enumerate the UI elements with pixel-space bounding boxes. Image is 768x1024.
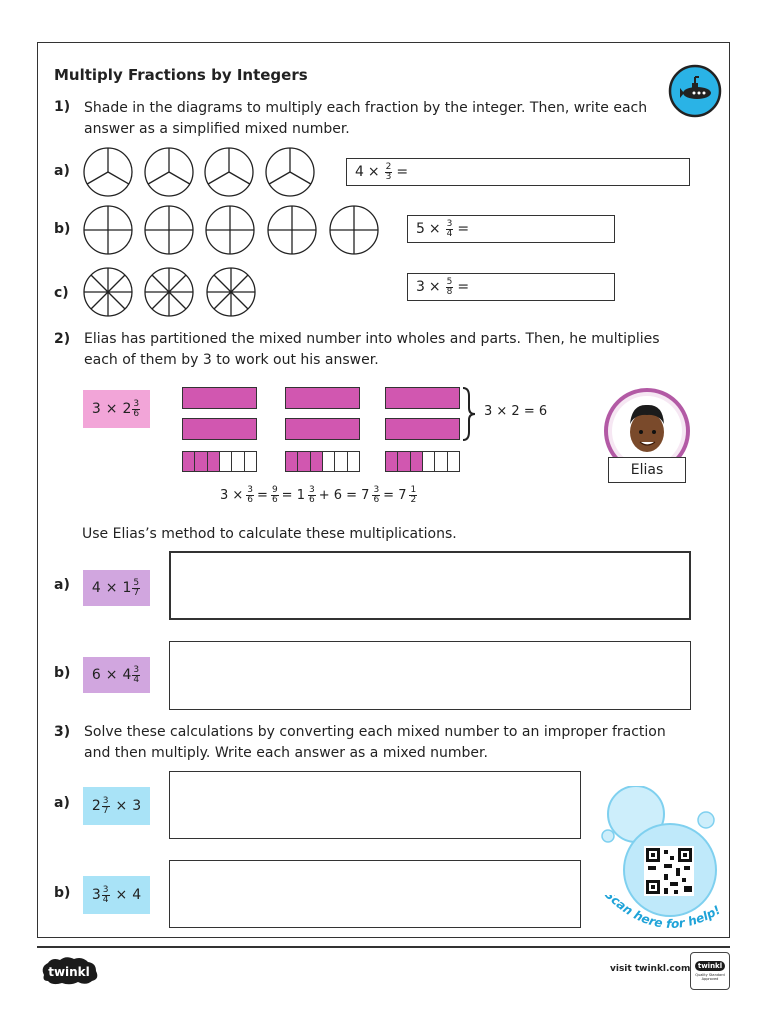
twinkl-logo xyxy=(38,955,100,991)
q3b-label: b) xyxy=(54,885,71,901)
question-3-number: 3) xyxy=(54,724,71,740)
wholes-equation: 3 × 2 = 6 xyxy=(484,404,548,419)
q1a-integer: 4 xyxy=(355,164,364,180)
q2-example-tag: 3 × 2 $\frac{3}{6}$ xyxy=(83,390,150,428)
q1a-label: a) xyxy=(54,163,70,179)
part-bar xyxy=(285,451,360,472)
svg-text:twinkl: twinkl xyxy=(48,965,90,979)
q1c-fraction: $\frac{5}{8}$ xyxy=(446,276,453,297)
q3b-tag: 3 $\frac{3}{4}$ × 4 xyxy=(83,876,150,914)
question-2-number: 2) xyxy=(54,331,71,347)
question-1-number: 1) xyxy=(54,99,71,115)
q1a-circle-diagrams[interactable] xyxy=(82,146,322,202)
q1b-integer: 5 xyxy=(416,221,425,237)
question-1-text: Shade in the diagrams to multiply each fraction by the integer. Then, write each answer as a simplified mixed number. xyxy=(84,100,648,137)
q1c-times: × xyxy=(428,279,441,295)
footer-divider xyxy=(37,946,730,948)
q1a-equals: = xyxy=(396,164,409,180)
q3b-work-box[interactable] xyxy=(169,860,581,928)
svg-text:Scan here for help!: Scan here for help! xyxy=(601,895,723,931)
q1c-integer: 3 xyxy=(416,279,425,295)
q3a-label: a) xyxy=(54,795,70,811)
q1b-label: b) xyxy=(54,221,71,237)
submarine-icon xyxy=(668,64,722,122)
part-bar xyxy=(182,451,257,472)
whole-bar xyxy=(182,387,257,409)
q1a-answer-box[interactable] xyxy=(346,158,690,186)
part-bar xyxy=(385,451,460,472)
q2b-work-box[interactable] xyxy=(169,641,691,710)
whole-bar xyxy=(285,387,360,409)
q3a-tag: 2 $\frac{3}{7}$ × 3 xyxy=(83,787,150,825)
elias-name-label: Elias xyxy=(608,457,686,483)
q1c-equals: = xyxy=(457,279,470,295)
page-title: Multiply Fractions by Integers xyxy=(54,66,308,84)
q1c-answer-box[interactable] xyxy=(407,273,615,301)
whole-bar xyxy=(385,387,460,409)
visit-link[interactable]: visit twinkl.com xyxy=(610,964,691,974)
help-scan-text xyxy=(598,895,726,943)
q1a-fraction: $\frac{2}{3}$ xyxy=(385,161,392,182)
question-2-text: Elias has partitioned the mixed number into wholes and parts. Then, he multiplies each of them by 3 to work out his answer. xyxy=(84,331,660,368)
whole-bar xyxy=(182,418,257,440)
q1b-fraction: $\frac{3}{4}$ xyxy=(446,218,453,239)
question-3-text: Solve these calculations by converting each mixed number to an improper fraction and then multiply. Write each answer as a mixed number. xyxy=(84,724,666,761)
q1c-circle-diagrams[interactable] xyxy=(82,266,262,322)
q2a-label: a) xyxy=(54,577,70,593)
q2b-tag: 6 × 4 $\frac{3}{4}$ xyxy=(83,657,150,693)
whole-bar xyxy=(385,418,460,440)
q2-instruction: Use Elias’s method to calculate these multiplications. xyxy=(82,526,457,542)
q2a-work-box[interactable] xyxy=(169,551,691,620)
quality-badge: twinkl Quality Standard Approved xyxy=(690,952,730,990)
elias-working: 3 × $\frac{3}{6}$ = $\frac{9}{6}$ = 1 $\frac{3}{6}$ + 6 = 7 $\frac{3}{6}$ = 7 $\frac{1}{2}$ xyxy=(220,485,417,505)
q1b-answer-box[interactable] xyxy=(407,215,615,243)
q3a-work-box[interactable] xyxy=(169,771,581,839)
q1b-times: × xyxy=(428,221,441,237)
curly-brace-icon xyxy=(461,386,477,446)
whole-bar xyxy=(285,418,360,440)
q1b-circle-diagrams[interactable] xyxy=(82,204,382,260)
q1b-equals: = xyxy=(457,221,470,237)
q2b-label: b) xyxy=(54,665,71,681)
q2a-tag: 4 × 1 $\frac{5}{7}$ xyxy=(83,570,150,606)
q1c-label: c) xyxy=(54,285,69,301)
q1a-times: × xyxy=(367,164,380,180)
